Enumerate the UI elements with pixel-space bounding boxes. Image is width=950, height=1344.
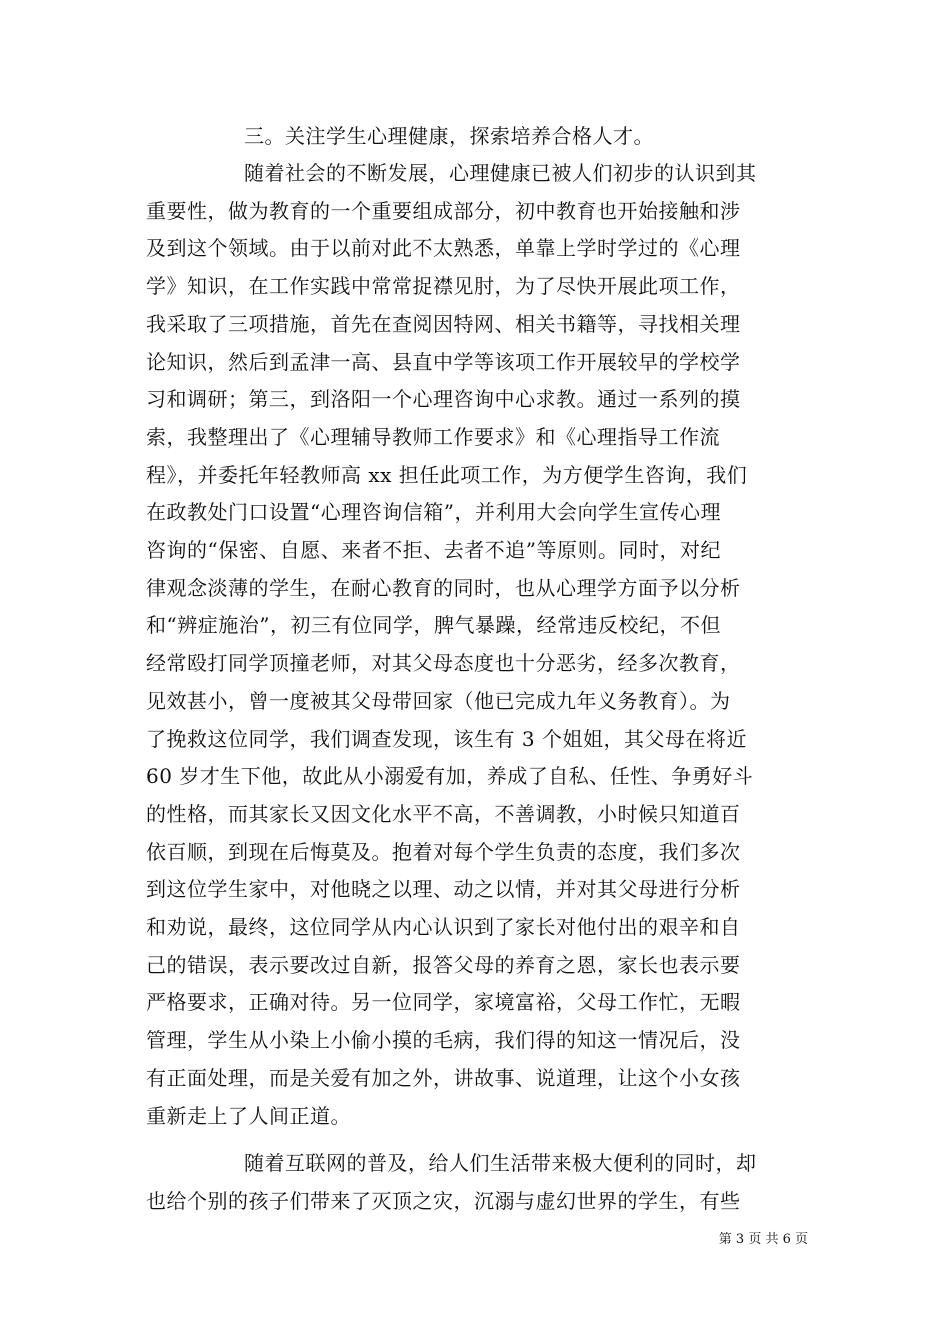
paragraph-line: 依百顺，到现在后悔莫及。抱着对每个学生负责的态度，我们多次 xyxy=(146,839,741,864)
paragraph-line: 论知识，然后到孟津一高、县直中学等该项工作开展较早的学校学 xyxy=(146,349,741,374)
paragraph-2 xyxy=(146,1145,810,1220)
paragraph-line: 习和调研；第三，到洛阳一个心理咨询中心求教。通过一系列的摸 xyxy=(146,387,741,412)
paragraph-line: 严格要求，正确对待。另一位同学，家境富裕，父母工作忙，无暇 xyxy=(146,990,741,1015)
paragraph-line: 随着社会的不断发展，心理健康已被人们初步的认识到其 xyxy=(244,161,757,185)
paragraph-line: 程》，并委托年轻教师高 xx 担任此项工作，为方便学生咨询，我们 xyxy=(146,462,748,487)
paragraph-line: 己的错误，表示要改过自新，报答父母的养育之恩，家长也表示要 xyxy=(146,952,741,977)
paragraph-line: 我采取了三项措施，首先在查阅因特网、相关书籍等，寻找相关理 xyxy=(146,311,741,336)
paragraph-line: 经常殴打同学顶撞老师，对其父母态度也十分恶劣，经多次教育， xyxy=(146,651,741,676)
paragraph-line: 到这位学生家中，对他晓之以理、动之以情，并对其父母进行分析 xyxy=(146,877,741,902)
paragraph-1 xyxy=(146,155,810,1135)
paragraph-line: 和“辨症施治”，初三有位同学，脾气暴躁，经常违反校纪，不但 xyxy=(146,613,721,638)
paragraph-line: 随着互联网的普及，给人们生活带来极大便利的同时，却 xyxy=(244,1151,757,1176)
paragraph-line: 咨询的“保密、自愿、来者不拒、去者不追”等原则。同时，对纪 xyxy=(146,538,721,563)
paragraph-spacer xyxy=(146,1135,810,1145)
paragraph-line: 和劝说，最终，这位同学从内心认识到了家长对他付出的艰辛和自 xyxy=(146,915,741,940)
paragraph-line: 见效甚小，曾一度被其父母带回家（他已完成九年义务教育）。为 xyxy=(146,688,731,713)
paragraph-line: 的性格，而其家长又因文化水平不高，不善调教，小时候只知道百 xyxy=(146,801,741,826)
paragraph-line: 也给个别的孩子们带来了灭顶之灾，沉溺与虚幻世界的学生，有些 xyxy=(146,1188,741,1213)
section-heading: 三。关注学生心理健康，探索培养合格人才。 xyxy=(244,124,654,148)
paragraph-line: 有正面处理，而是关爱有加之外，讲故事、说道理，让这个小女孩 xyxy=(146,1065,741,1090)
body-text xyxy=(146,118,810,1221)
paragraph-line: 索，我整理出了《心理辅导教师工作要求》和《心理指导工作流 xyxy=(146,424,720,449)
paragraph-line: 学》知识，在工作实践中常常捉襟见肘，为了尽快开展此项工作， xyxy=(146,274,741,299)
paragraph-line: 在政教处门口设置“心理咨询信箱”，并利用大会向学生宣传心理 xyxy=(146,500,721,525)
page-number: 第 3 页 共 6 页 xyxy=(718,1232,808,1247)
paragraph-line: 重要性，做为教育的一个重要组成部分，初中教育也开始接触和涉 xyxy=(146,198,741,223)
paragraph-line: 了挽救这位同学，我们调查发现，该生有 3 个姐姐，其父母在将近 xyxy=(146,726,747,751)
paragraph-line: 60 岁才生下他，故此从小溺爱有加，养成了自私、任性、争勇好斗 xyxy=(146,764,754,789)
paragraph-line: 及到这个领域。由于以前对此不太熟悉，单靠上学时学过的《心理 xyxy=(146,236,741,261)
paragraph-line: 管理，学生从小染上小偷小摸的毛病，我们得的知这一情况后，没 xyxy=(146,1028,741,1053)
paragraph-line: 重新走上了人间正道。 xyxy=(146,1103,351,1128)
paragraph-line: 律观念淡薄的学生，在耐心教育的同时，也从心理学方面予以分析 xyxy=(146,575,741,600)
